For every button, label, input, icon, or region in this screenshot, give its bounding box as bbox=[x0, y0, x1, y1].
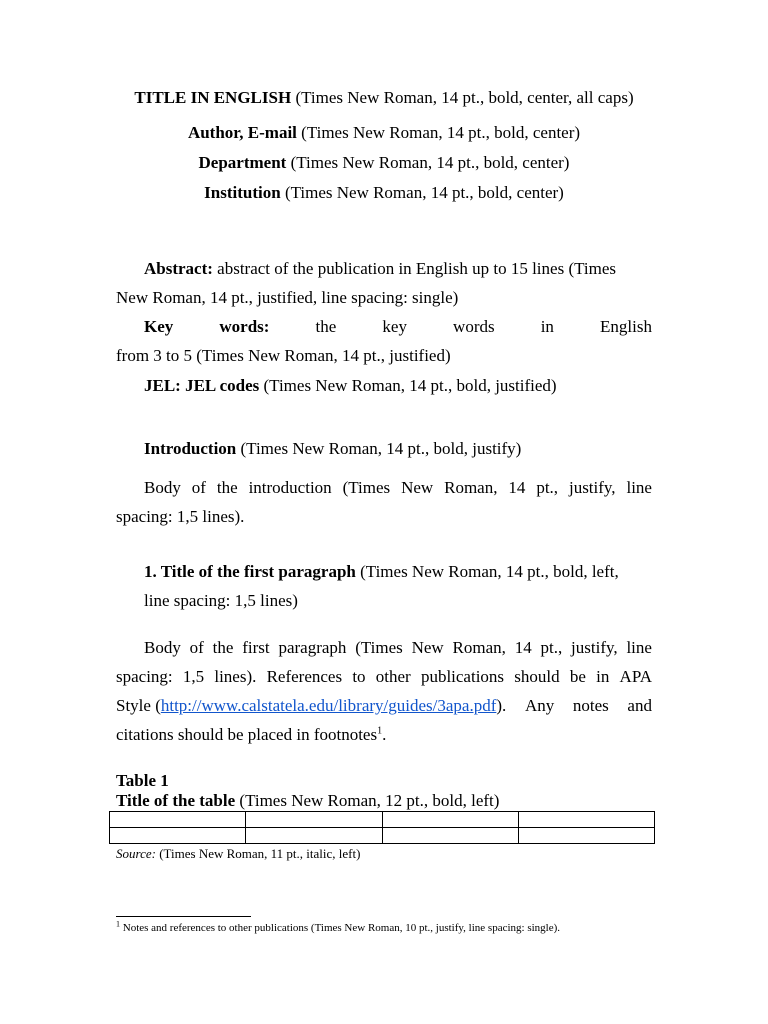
section-1-heading-line-2: line spacing: 1,5 lines) bbox=[144, 591, 298, 610]
department-label: Department bbox=[198, 153, 287, 172]
table-label bbox=[116, 771, 652, 791]
apa-guide-link[interactable]: http://www.calstatela.edu/library/guides/3apa.pdf bbox=[160, 696, 497, 715]
table-title-text: Title of the table bbox=[116, 791, 236, 810]
keyword-word: key bbox=[382, 317, 407, 336]
keywords-line-1 bbox=[144, 317, 652, 337]
source-label: Source: bbox=[116, 846, 156, 861]
table-cell bbox=[518, 812, 654, 828]
body-word: lines). bbox=[214, 667, 257, 686]
table-title-note: (Times New Roman, 12 pt., bold, left) bbox=[235, 791, 500, 810]
body-text: citations should be placed in footnotes bbox=[116, 725, 378, 744]
table-cell bbox=[246, 812, 382, 828]
paper-title bbox=[116, 88, 652, 108]
jel-line bbox=[144, 376, 652, 396]
body-word: pt., bbox=[540, 638, 563, 657]
table-label-text: Table 1 bbox=[116, 771, 169, 790]
title-text: TITLE IN ENGLISH bbox=[134, 88, 292, 107]
abstract-line-1 bbox=[144, 259, 652, 279]
introduction-heading-text: Introduction bbox=[144, 439, 237, 458]
footnote-text: Notes and references to other publications (Times New Roman, 10 pt., justify, line spacing: single). bbox=[120, 922, 561, 934]
jel-label: JEL: JEL codes bbox=[144, 376, 260, 395]
body-word: introduction bbox=[248, 478, 332, 497]
keyword-word: English bbox=[600, 317, 652, 336]
institution-note: (Times New Roman, 14 pt., bold, center) bbox=[280, 183, 564, 202]
body-word: Any bbox=[524, 696, 555, 715]
jel-note: (Times New Roman, 14 pt., bold, justified) bbox=[259, 376, 557, 395]
footnote bbox=[116, 921, 560, 935]
body-text: . bbox=[382, 725, 387, 744]
body-word: line bbox=[626, 478, 652, 497]
footnote-marker: 1 bbox=[116, 919, 120, 929]
body-word: New bbox=[411, 638, 444, 657]
body-word: notes bbox=[572, 696, 609, 715]
department-line bbox=[116, 153, 652, 173]
body-word: of bbox=[189, 638, 204, 657]
source-note: (Times New Roman, 11 pt., italic, left) bbox=[155, 846, 361, 861]
title-note: (Times New Roman, 14 pt., bold, center, all caps) bbox=[291, 88, 634, 107]
introduction-body-line-2: spacing: 1,5 lines). bbox=[116, 507, 245, 526]
body-word: References bbox=[266, 667, 343, 686]
body-word: in bbox=[596, 667, 610, 686]
body-word: spacing: bbox=[116, 667, 173, 686]
body-word: to bbox=[352, 667, 366, 686]
author-label: Author, E-mail bbox=[187, 123, 297, 142]
table-cell bbox=[246, 828, 382, 844]
section-1-body-line-3 bbox=[116, 696, 652, 716]
body-word: justify, bbox=[571, 638, 618, 657]
table-cell bbox=[382, 828, 518, 844]
section-1-heading-text: 1. Title of the first paragraph bbox=[144, 562, 356, 581]
introduction-heading bbox=[144, 439, 652, 459]
keywords-label-words: words: bbox=[219, 317, 270, 336]
body-word: of bbox=[191, 478, 206, 497]
department-note: (Times New Roman, 14 pt., bold, center) bbox=[286, 153, 570, 172]
section-1-body-line-2 bbox=[116, 667, 652, 687]
institution-label: Institution bbox=[204, 183, 281, 202]
abstract-label: Abstract: bbox=[144, 259, 213, 278]
body-word: New bbox=[401, 478, 434, 497]
institution-line bbox=[116, 183, 652, 203]
keyword-word: the bbox=[315, 317, 337, 336]
abstract-line-2: New Roman, 14 pt., justified, line spacing: single) bbox=[116, 288, 459, 307]
table-source bbox=[116, 846, 360, 862]
keyword-word: words bbox=[453, 317, 495, 336]
body-word: justify, bbox=[568, 478, 616, 497]
body-word: Body bbox=[144, 638, 181, 657]
table-cell bbox=[518, 828, 654, 844]
style-link-group bbox=[116, 696, 506, 716]
body-word: other bbox=[375, 667, 411, 686]
table-cell bbox=[110, 812, 246, 828]
footnote-reference[interactable]: 1 bbox=[377, 725, 383, 737]
body-word: 1,5 bbox=[182, 667, 205, 686]
keywords-line-2: from 3 to 5 (Times New Roman, 14 pt., justified) bbox=[116, 346, 451, 365]
table-title bbox=[116, 791, 652, 811]
section-1-heading bbox=[144, 562, 652, 582]
body-word: be bbox=[569, 667, 586, 686]
body-word: line bbox=[626, 638, 652, 657]
body-word: paragraph bbox=[278, 638, 347, 657]
body-word: Body bbox=[144, 478, 181, 497]
body-word: 14 bbox=[514, 638, 532, 657]
body-word: publications bbox=[420, 667, 505, 686]
body-word: 14 bbox=[508, 478, 526, 497]
body-word: pt., bbox=[536, 478, 559, 497]
keywords-label-key: Key bbox=[144, 317, 174, 336]
body-word: (Times bbox=[355, 638, 403, 657]
table-cell bbox=[382, 812, 518, 828]
section-1-heading-note: (Times New Roman, 14 pt., bold, left, bbox=[355, 562, 619, 581]
body-word: the bbox=[212, 638, 234, 657]
body-word: Roman, bbox=[444, 478, 498, 497]
body-word: the bbox=[216, 478, 238, 497]
body-word: Roman, bbox=[452, 638, 506, 657]
body-word: first bbox=[242, 638, 270, 657]
introduction-heading-note: (Times New Roman, 14 pt., bold, justify) bbox=[236, 439, 522, 458]
author-note: (Times New Roman, 14 pt., bold, center) bbox=[296, 123, 581, 142]
body-word: should bbox=[514, 667, 560, 686]
body-word: APA bbox=[619, 667, 652, 686]
abstract-text-1: abstract of the publication in English up to 15 lines (Times bbox=[212, 259, 616, 278]
table-row bbox=[110, 828, 655, 844]
author-line bbox=[116, 123, 652, 143]
body-word: and bbox=[627, 696, 652, 715]
section-1-body-line-4 bbox=[116, 725, 652, 745]
empty-table bbox=[109, 811, 655, 844]
section-1-body-line-1 bbox=[144, 638, 652, 658]
body-word: (Times bbox=[342, 478, 391, 497]
introduction-body-line-1 bbox=[144, 478, 652, 498]
table-cell bbox=[110, 828, 246, 844]
body-text: Style ( bbox=[116, 696, 161, 715]
body-text: ). bbox=[496, 696, 507, 715]
table-row bbox=[110, 812, 655, 828]
keyword-word: in bbox=[540, 317, 554, 336]
footnote-separator bbox=[116, 916, 251, 917]
